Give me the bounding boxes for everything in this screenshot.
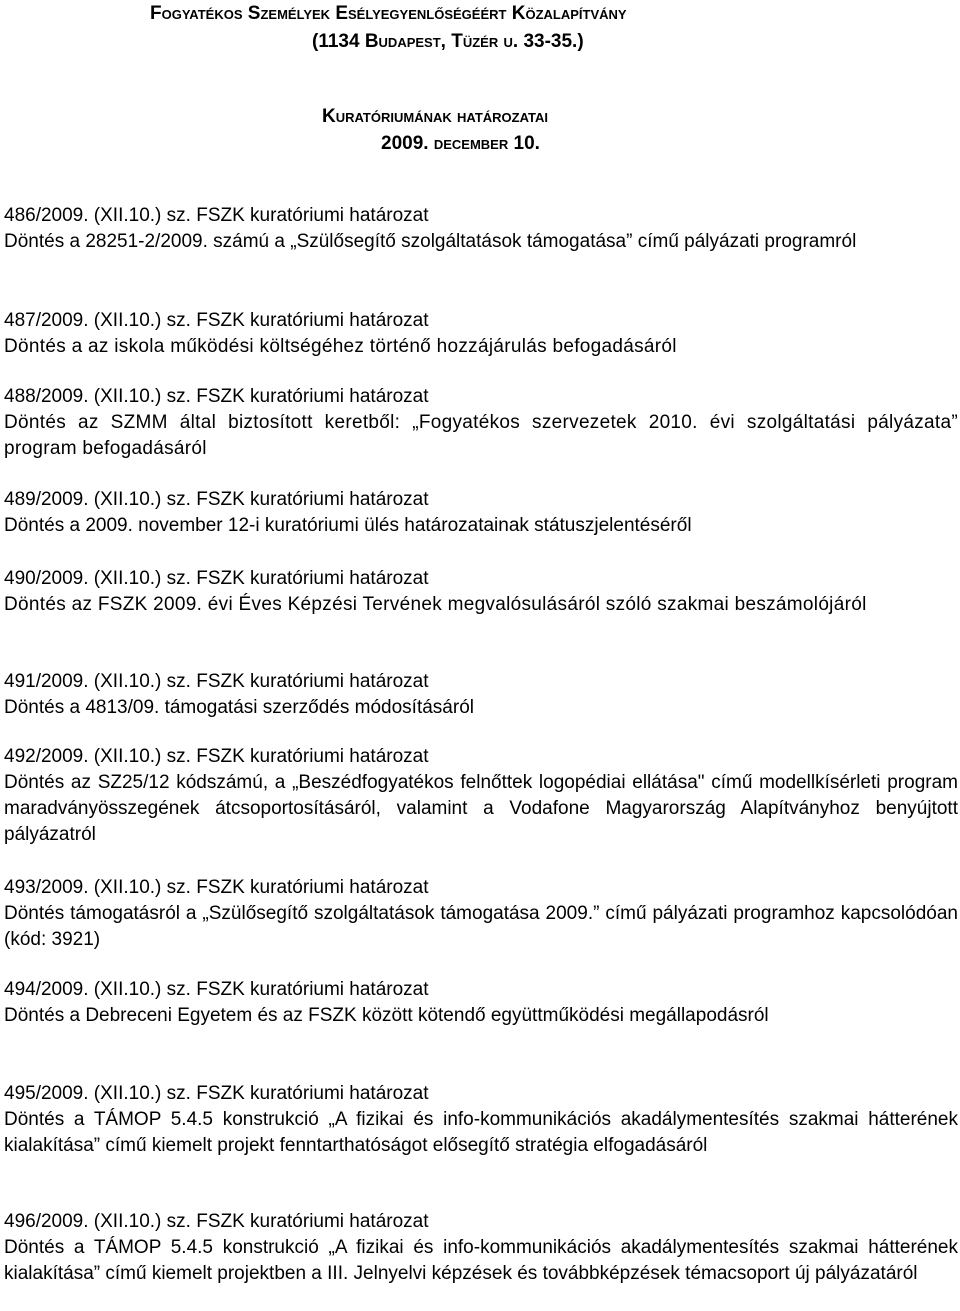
decision-text: Döntés a 28251-2/2009. számú a „Szülősegítő szolgáltatások támogatása” című pályázati programról [4, 231, 857, 252]
decision-text: Döntés a az iskola működési költségéhez történő hozzájárulás befogadásáról [4, 336, 677, 357]
decision-text: Döntés támogatásról a „Szülősegítő szolgáltatások támogatása 2009.” című pályázati programhoz kapcsolódóan (kód: 3921) [4, 903, 958, 950]
decision-489 [4, 487, 958, 539]
decision-490 [4, 566, 958, 618]
decision-number: 491/2009. (XII.10.) sz. FSZK kuratóriumi határozat [4, 671, 429, 692]
decision-number: 492/2009. (XII.10.) sz. FSZK kuratóriumi határozat [4, 746, 429, 767]
decision-text: Döntés az SZ25/12 kódszámú, a „Beszédfogyatékos felnőttek logopédiai ellátása" című modellkísérleti program maradványösszegének átcsoportosításáról, valamint a Vodafone Magyarország Alapítványhoz benyújtott pályázatról [4, 772, 958, 845]
document-date: 2009. december 10. [381, 133, 540, 154]
decision-487 [4, 308, 958, 360]
decision-text: Döntés a 2009. november 12-i kuratóriumi ülés határozatainak státuszjelentéséről [4, 515, 692, 536]
decision-number: 496/2009. (XII.10.) sz. FSZK kuratóriumi határozat [4, 1211, 429, 1232]
decision-text: Döntés az SZMM által biztosított keretből: „Fogyatékos szervezetek 2010. évi szolgáltatási pályázata” program befogadásáról [4, 412, 958, 459]
decision-496 [4, 1209, 958, 1287]
decision-492 [4, 744, 958, 848]
decision-491 [4, 669, 958, 721]
decision-494 [4, 977, 958, 1029]
organization-name: Fogyatékos Személyek Esélyegyenlőségéért Közalapítvány [150, 3, 627, 24]
decision-number: 490/2009. (XII.10.) sz. FSZK kuratóriumi határozat [4, 568, 429, 589]
decision-number: 488/2009. (XII.10.) sz. FSZK kuratóriumi határozat [4, 386, 429, 407]
decision-number: 494/2009. (XII.10.) sz. FSZK kuratóriumi határozat [4, 979, 429, 1000]
organization-address: (1134 Budapest, Tüzér u. 33-35.) [312, 31, 584, 52]
decision-text: Döntés a TÁMOP 5.4.5 konstrukció „A fizikai és info-kommunikációs akadálymentesítés szakmai hátterének kialakítása” című kiemelt projektben a III. Jelnyelvi képzések és továbbképzések témacsoport új pályázatáról [4, 1237, 958, 1284]
decision-number: 493/2009. (XII.10.) sz. FSZK kuratóriumi határozat [4, 877, 429, 898]
decision-number: 487/2009. (XII.10.) sz. FSZK kuratóriumi határozat [4, 310, 429, 331]
decision-number: 489/2009. (XII.10.) sz. FSZK kuratóriumi határozat [4, 489, 429, 510]
decision-text: Döntés a Debreceni Egyetem és az FSZK között kötendő együttműködési megállapodásról [4, 1005, 769, 1026]
decision-number: 486/2009. (XII.10.) sz. FSZK kuratóriumi határozat [4, 205, 429, 226]
decision-text: Döntés a TÁMOP 5.4.5 konstrukció „A fizikai és info-kommunikációs akadálymentesítés szakmai hátterének kialakítása” című kiemelt projekt fenntarthatóságot elősegítő stratégia elfogadásáról [4, 1109, 958, 1156]
decision-493 [4, 875, 958, 953]
decision-488 [4, 384, 958, 462]
decision-486 [4, 203, 958, 255]
decision-text: Döntés az FSZK 2009. évi Éves Képzési Tervének megvalósulásáról szóló szakmai beszámolójáról [4, 594, 867, 615]
document-title: Kuratóriumának határozatai [322, 106, 549, 127]
decision-text: Döntés a 4813/09. támogatási szerződés módosításáról [4, 697, 474, 718]
decision-number: 495/2009. (XII.10.) sz. FSZK kuratóriumi határozat [4, 1083, 429, 1104]
decision-495 [4, 1081, 958, 1159]
